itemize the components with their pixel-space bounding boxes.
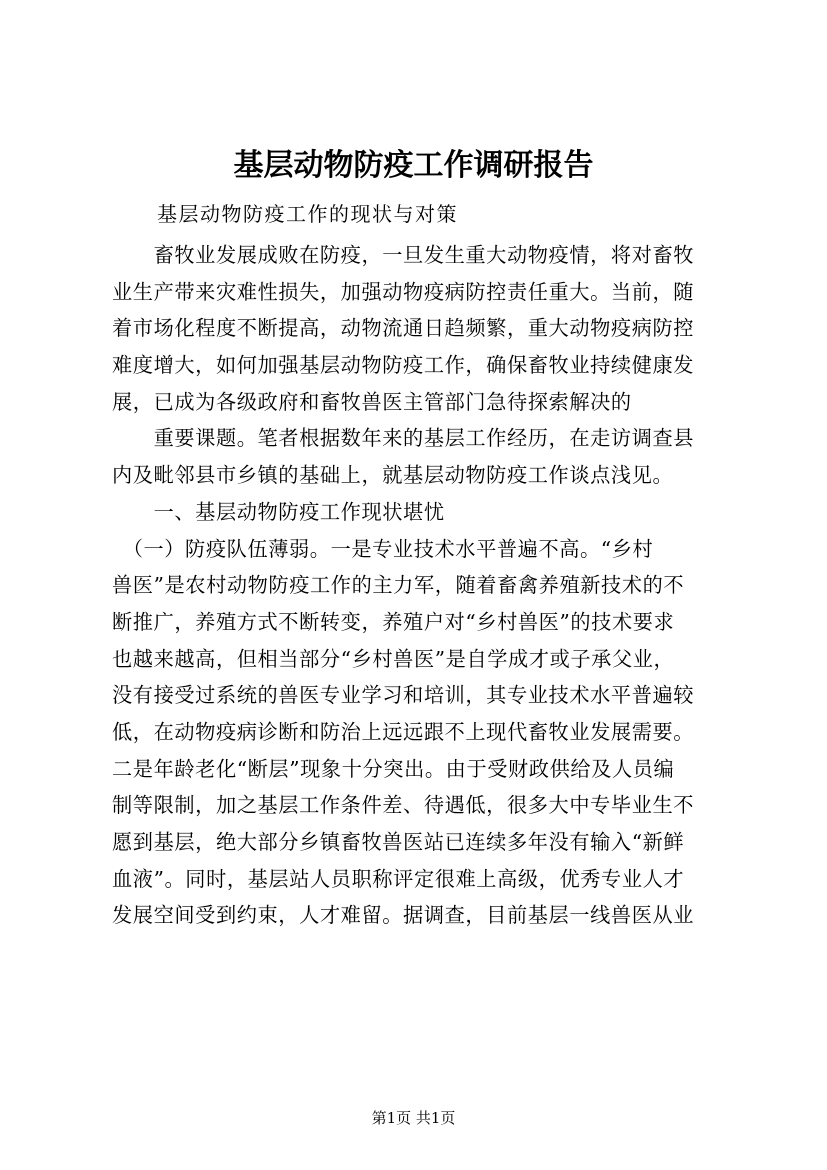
body-line: 一、基层动物防疫工作现状堪忧: [112, 499, 445, 524]
body-line: 发展空间受到约束，人才难留。据调查，目前基层一线兽医从业: [112, 903, 695, 928]
body-line: 愿到基层，绝大部分乡镇畜牧兽医站已连续多年没有输入“新鲜: [112, 830, 685, 854]
body-line: 也越来越高，但相当部分“乡村兽医”是自学成才或子承父业，: [112, 646, 675, 671]
document-title: 基层动物防疫工作调研报告: [233, 148, 594, 183]
body-line: 重要课题。笔者根据数年来的基层工作经历，在走访调查县: [112, 426, 695, 451]
body-line: 二是年龄老化“断层”现象十分突出。由于受财政供给及人员编: [112, 756, 675, 781]
document-subtitle: 基层动物防疫工作的现状与对策: [157, 202, 458, 226]
body-line: 展，已成为各级政府和畜牧兽医主管部门急待探索解决的: [112, 389, 632, 414]
body-line: 畜牧业发展成败在防疫，一旦发生重大动物疫情，将对畜牧: [112, 243, 695, 267]
document-body: [112, 237, 732, 934]
body-line: 兽医”是农村动物防疫工作的主力军，随着畜禽养殖新技术的不: [112, 573, 685, 598]
body-line: （一）防疫队伍薄弱。一是专业技术水平普遍不高。“乡村: [112, 536, 654, 561]
body-line: 着市场化程度不断提高，动物流通日趋频繁，重大动物疫病防控: [112, 316, 695, 341]
body-line: 制等限制，加之基层工作条件差、待遇低，很多大中专毕业生不: [112, 793, 695, 818]
body-line: 低，在动物疫病诊断和防治上远远跟不上现代畜牧业发展需要。: [112, 719, 695, 744]
body-line: 内及毗邻县市乡镇的基础上，就基层动物防疫工作谈点浅见。: [112, 463, 674, 488]
body-line: 难度增大，如何加强基层动物防疫工作，确保畜牧业持续健康发: [112, 353, 695, 378]
body-line: 血液”。同时，基层站人员职称评定很难上高级，优秀专业人才: [112, 866, 685, 891]
body-line: 断推广，养殖方式不断转变，养殖户对“乡村兽医”的技术要求: [112, 609, 675, 634]
page-footer: 第1页 共1页: [371, 1109, 456, 1127]
body-line: 没有接受过系统的兽医专业学习和培训，其专业技术水平普遍较: [112, 683, 695, 708]
body-line: 业生产带来灾难性损失，加强动物疫病防控责任重大。当前，随: [112, 279, 695, 304]
